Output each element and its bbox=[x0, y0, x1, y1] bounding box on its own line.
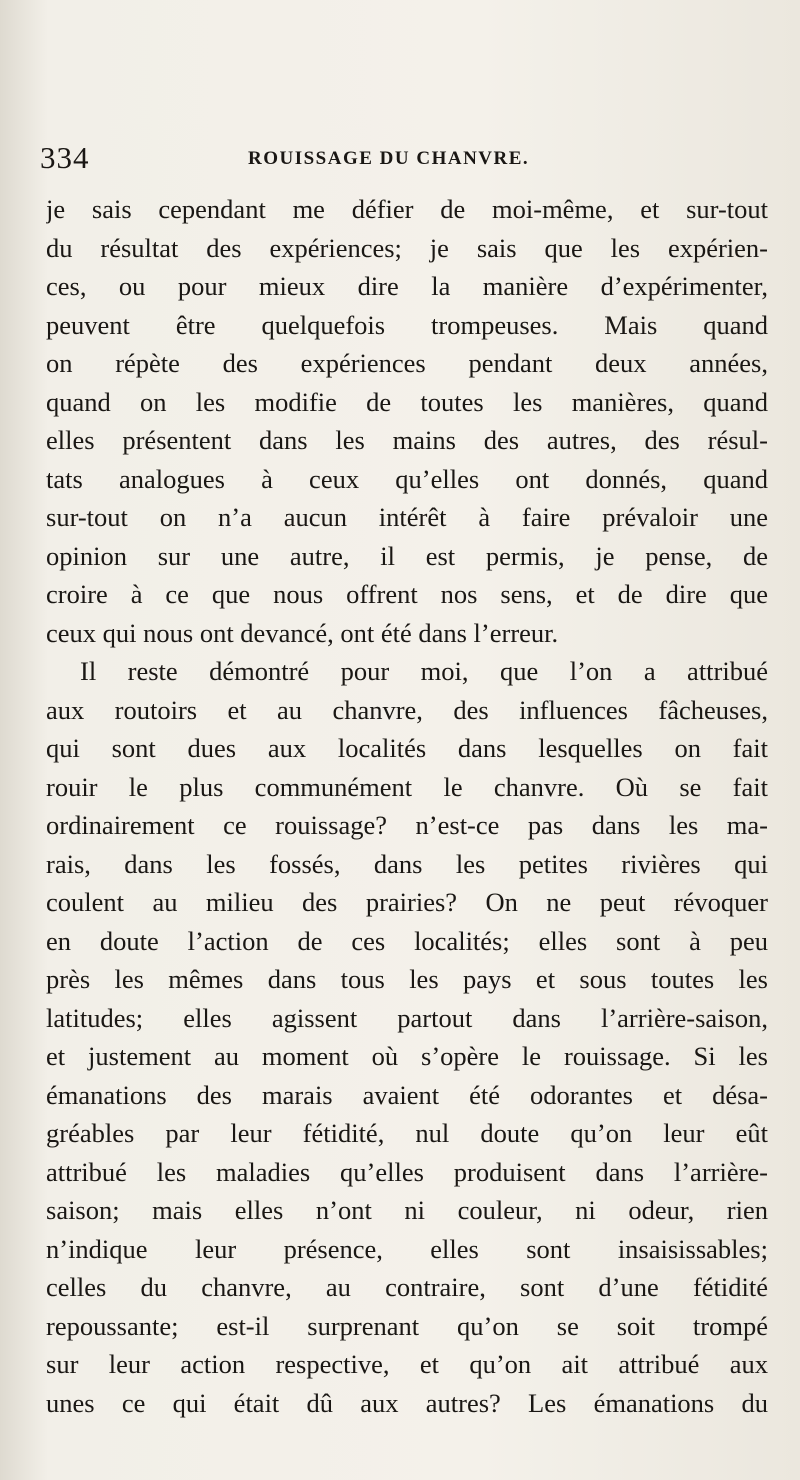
page-number: 334 bbox=[40, 140, 90, 175]
text-line: coulent au milieu des prairies? On ne peut révoquer bbox=[46, 887, 768, 917]
text-line: près les mêmes dans tous les pays et sous toutes les bbox=[46, 964, 768, 994]
text-line: rouir le plus communément le chanvre. Où se fait bbox=[46, 771, 768, 802]
text-line: sur leur action respective, et qu’on ait attribué aux bbox=[46, 1349, 768, 1379]
text-line: celles du chanvre, au contraire, sont d’une fétidité bbox=[46, 1272, 768, 1302]
text-line-paragraph-end: ceux qui nous ont devancé, ont été dans l’erreur. bbox=[46, 617, 559, 648]
text-line: rais, dans les fossés, dans les petites rivières qui bbox=[46, 848, 768, 879]
running-head: ROUISSAGE DU CHANVRE. bbox=[248, 148, 530, 169]
text-line: attribué les maladies qu’elles produisent dans l’arrière- bbox=[46, 1156, 768, 1187]
text-line: je sais cependant me défier de moi-même, et sur-tout bbox=[46, 194, 768, 224]
body-text bbox=[46, 190, 768, 1422]
text-line: latitudes; elles agissent partout dans l’arrière-saison, bbox=[46, 1002, 768, 1033]
text-line: gréables par leur fétidité, nul doute qu’on leur eût bbox=[46, 1118, 768, 1148]
text-line: du résultat des expériences; je sais que les expérien- bbox=[46, 232, 768, 263]
text-line: ordinairement ce rouissage? n’est-ce pas dans les ma- bbox=[46, 810, 768, 840]
text-line: aux routoirs et au chanvre, des influences fâcheuses, bbox=[46, 694, 768, 725]
text-line: elles présentent dans les mains des autres, des résul- bbox=[46, 425, 768, 455]
text-line: quand on les modifie de toutes les manières, quand bbox=[46, 386, 768, 417]
text-line: repoussante; est-il surprenant qu’on se soit trompé bbox=[46, 1310, 768, 1341]
text-line: et justement au moment où s’opère le rouissage. Si les bbox=[46, 1041, 768, 1071]
text-line: tats analogues à ceux qu’elles ont donnés, quand bbox=[46, 463, 768, 494]
page-header bbox=[40, 140, 770, 180]
text-line: croire à ce que nous offrent nos sens, et de dire que bbox=[46, 579, 768, 609]
text-line: émanations des marais avaient été odorantes et désa- bbox=[46, 1079, 768, 1110]
text-line-paragraph-start: Il reste démontré pour moi, que l’on a attribué bbox=[80, 656, 768, 686]
text-line: qui sont dues aux localités dans lesquelles on fait bbox=[46, 733, 768, 763]
text-line: n’indique leur présence, elles sont insaisissables; bbox=[46, 1233, 768, 1264]
text-line: saison; mais elles n’ont ni couleur, ni odeur, rien bbox=[46, 1195, 768, 1225]
text-line: opinion sur une autre, il est permis, je pense, de bbox=[46, 540, 768, 571]
text-line: sur-tout on n’a aucun intérêt à faire prévaloir une bbox=[46, 502, 768, 532]
text-line: en doute l’action de ces localités; elles sont à peu bbox=[46, 925, 768, 956]
text-line: on répète des expériences pendant deux années, bbox=[46, 348, 768, 378]
text-line: ces, ou pour mieux dire la manière d’expérimenter, bbox=[46, 271, 768, 301]
text-line: peuvent être quelquefois trompeuses. Mais quand bbox=[46, 309, 768, 340]
text-line: unes ce qui était dû aux autres? Les émanations du bbox=[46, 1387, 768, 1418]
